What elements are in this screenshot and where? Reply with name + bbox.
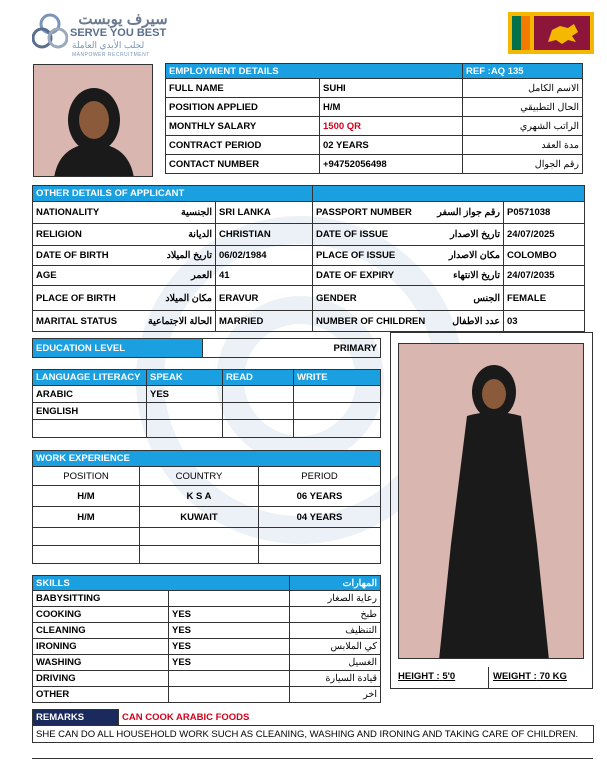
skill-name-ar: التنظيف — [290, 623, 381, 639]
work-period: 06 YEARS — [259, 486, 381, 507]
height-value: 5'0 — [442, 671, 456, 682]
skill-value: YES — [169, 655, 290, 671]
detail-label — [313, 286, 504, 311]
detail-label-ar: تاريخ الانتهاء — [453, 270, 500, 281]
detail-label-ar: الجنس — [473, 292, 500, 304]
detail-label — [313, 202, 504, 224]
work-country: KUWAIT — [140, 507, 259, 528]
work-experience-header: WORK EXPERIENCE — [33, 451, 381, 467]
work-position: H/M — [33, 507, 140, 528]
work-position — [33, 546, 140, 564]
detail-value: COLOMBO — [504, 246, 585, 266]
detail-value: 06/02/1984 — [216, 246, 313, 266]
table-row — [33, 420, 381, 438]
table-row — [33, 591, 381, 607]
table-row — [33, 246, 585, 266]
skill-name: OTHER — [33, 687, 169, 703]
language-name — [33, 420, 147, 438]
detail-value: CHRISTIAN — [216, 224, 313, 246]
detail-label — [33, 266, 216, 286]
speak-value: YES — [147, 386, 223, 403]
detail-label — [33, 286, 216, 311]
table-row — [33, 386, 381, 403]
monthly-salary-value: 1500 QR — [320, 117, 463, 136]
detail-label-en: PASSPORT NUMBER — [316, 207, 412, 218]
detail-value: FEMALE — [504, 286, 585, 311]
write-header: WRITE — [294, 370, 381, 386]
skill-name-ar: قيادة السيارة — [290, 671, 381, 687]
other-details-header: OTHER DETAILS OF APPLICANT — [33, 186, 313, 202]
write-value — [294, 386, 381, 403]
read-header: READ — [223, 370, 294, 386]
detail-label-en: PLACE OF BIRTH — [36, 292, 116, 304]
detail-label-en: RELIGION — [36, 229, 82, 240]
country-column-header: COUNTRY — [140, 467, 259, 486]
table-row — [33, 607, 381, 623]
table-row — [33, 286, 585, 311]
skill-value: YES — [169, 607, 290, 623]
reference-number: REF :AQ 135 — [463, 64, 583, 79]
contract-period-label-ar: مدة العقد — [463, 136, 583, 155]
skill-value: YES — [169, 639, 290, 655]
detail-value: 24/07/2025 — [504, 224, 585, 246]
full-name-label-ar: الاسم الكامل — [463, 79, 583, 98]
detail-value: 41 — [216, 266, 313, 286]
detail-value: 24/07/2035 — [504, 266, 585, 286]
work-country — [140, 528, 259, 546]
height-label: HEIGHT : — [398, 671, 440, 682]
detail-value: SRI LANKA — [216, 202, 313, 224]
table-row — [33, 546, 381, 564]
contract-period-label: CONTRACT PERIOD — [166, 136, 320, 155]
detail-label-en: PLACE OF ISSUE — [316, 250, 396, 261]
language-name: ARABIC — [33, 386, 147, 403]
table-row — [166, 117, 583, 136]
table-row — [33, 403, 381, 420]
detail-label-ar: الديانة — [188, 229, 212, 240]
contact-number-value: +94752056498 — [320, 155, 463, 174]
detail-label-ar: مكان الاصدار — [448, 250, 500, 261]
detail-label-ar: العمر — [191, 270, 212, 281]
write-value — [294, 420, 381, 438]
speak-value — [147, 403, 223, 420]
remarks-highlight: CAN COOK ARABIC FOODS — [119, 710, 594, 726]
measure-divider — [488, 667, 489, 689]
detail-label — [33, 311, 216, 332]
detail-label-en: MARITAL STATUS — [36, 315, 118, 327]
detail-value: P0571038 — [504, 202, 585, 224]
remarks-label: REMARKS — [33, 710, 119, 726]
detail-label-ar: عدد الاطفال — [452, 315, 500, 327]
height-measure — [398, 671, 455, 682]
table-row — [166, 98, 583, 117]
work-position — [33, 528, 140, 546]
skill-name: CLEANING — [33, 623, 169, 639]
detail-label-en: AGE — [36, 270, 57, 281]
detail-value: 03 — [504, 311, 585, 332]
speak-value — [147, 420, 223, 438]
detail-label-ar: الجنسية — [181, 207, 212, 218]
education-level-value: PRIMARY — [203, 339, 381, 358]
weight-label: WEIGHT : — [493, 671, 537, 682]
skill-name: WASHING — [33, 655, 169, 671]
skill-value — [169, 687, 290, 703]
detail-value: MARRIED — [216, 311, 313, 332]
table-row — [33, 671, 381, 687]
detail-label-en: DATE OF ISSUE — [316, 229, 389, 240]
skill-value — [169, 671, 290, 687]
skills-table — [32, 575, 381, 703]
contract-period-value: 02 YEARS — [320, 136, 463, 155]
table-row — [33, 486, 381, 507]
table-row — [33, 507, 381, 528]
applicant-full-body-photo — [398, 343, 584, 659]
table-row — [33, 266, 585, 286]
detail-label — [33, 246, 216, 266]
remarks-table — [32, 709, 594, 743]
detail-label-en: DATE OF EXPIRY — [316, 270, 395, 281]
table-row — [33, 623, 381, 639]
skill-name-ar: اخر — [290, 687, 381, 703]
skill-name-ar: كي الملابس — [290, 639, 381, 655]
table-row — [33, 528, 381, 546]
employment-header: EMPLOYMENT DETAILS — [166, 64, 463, 79]
skill-value — [169, 591, 290, 607]
sri-lanka-flag-icon — [508, 12, 594, 54]
work-country — [140, 546, 259, 564]
weight-measure — [493, 671, 567, 682]
read-value — [223, 386, 294, 403]
table-row — [33, 655, 381, 671]
detail-label — [33, 224, 216, 246]
contact-number-label-ar: رقم الجوال — [463, 155, 583, 174]
detail-label — [313, 266, 504, 286]
language-literacy-table — [32, 369, 381, 438]
monthly-salary-label-ar: الراتب الشهري — [463, 117, 583, 136]
detail-label-ar: مكان الميلاد — [165, 292, 212, 304]
education-table — [32, 338, 381, 358]
skill-name-ar: رعاية الصغار — [290, 591, 381, 607]
logo-arabic-tagline: لجلب الأيدي العاملة — [72, 40, 145, 50]
detail-label-ar: الحالة الاجتماعية — [148, 315, 212, 327]
detail-label — [313, 246, 504, 266]
skill-name: BABYSITTING — [33, 591, 169, 607]
table-row — [33, 687, 381, 703]
table-row — [33, 202, 585, 224]
weight-value: 70 KG — [539, 671, 567, 682]
skill-name: IRONING — [33, 639, 169, 655]
full-name-label: FULL NAME — [166, 79, 320, 98]
table-row — [33, 224, 585, 246]
employment-details-table — [165, 63, 583, 174]
detail-label — [313, 224, 504, 246]
read-value — [223, 403, 294, 420]
detail-label — [33, 202, 216, 224]
skill-name-ar: الغسيل — [290, 655, 381, 671]
logo-mark-icon — [32, 12, 68, 54]
skill-name: DRIVING — [33, 671, 169, 687]
work-period — [259, 546, 381, 564]
detail-label-ar: تاريخ الميلاد — [166, 250, 212, 261]
education-level-label: EDUCATION LEVEL — [33, 339, 203, 358]
position-applied-value: H/M — [320, 98, 463, 117]
work-position: H/M — [33, 486, 140, 507]
work-period — [259, 528, 381, 546]
detail-label-en: GENDER — [316, 292, 357, 304]
write-value — [294, 403, 381, 420]
read-value — [223, 420, 294, 438]
other-details-table — [32, 185, 585, 332]
skills-header: SKILLS — [33, 576, 290, 591]
bottom-border-line — [32, 758, 593, 759]
work-experience-table — [32, 450, 381, 564]
position-applied-label: POSITION APPLIED — [166, 98, 320, 117]
table-row — [33, 311, 585, 332]
table-row — [33, 639, 381, 655]
company-logo — [32, 10, 172, 60]
detail-label-ar: تاريخ الاصدار — [450, 229, 500, 240]
period-column-header: PERIOD — [259, 467, 381, 486]
logo-english-name: SERVE YOU BEST — [70, 27, 167, 39]
work-country: K S A — [140, 486, 259, 507]
language-header: LANGUAGE LITERACY — [33, 370, 147, 386]
skill-value: YES — [169, 623, 290, 639]
logo-arabic-name: سيرف يوبست — [78, 11, 168, 28]
table-row — [166, 79, 583, 98]
position-column-header: POSITION — [33, 467, 140, 486]
work-period: 04 YEARS — [259, 507, 381, 528]
contact-number-label: CONTACT NUMBER — [166, 155, 320, 174]
remarks-text: SHE CAN DO ALL HOUSEHOLD WORK SUCH AS CLEANING, WASHING AND IRONING AND TAKING CARE OF CHILDREN. — [33, 726, 594, 743]
skill-name-ar: طبخ — [290, 607, 381, 623]
skills-header-ar: المهارات — [290, 576, 381, 591]
logo-english-tagline: MANPOWER RECRUITMENT — [72, 52, 150, 58]
full-name-value: SUHI — [320, 79, 463, 98]
table-row — [166, 155, 583, 174]
table-row — [166, 136, 583, 155]
applicant-portrait-photo — [33, 64, 153, 177]
detail-label-ar: رقم جواز السفر — [437, 207, 500, 218]
monthly-salary-label: MONTHLY SALARY — [166, 117, 320, 136]
language-name: ENGLISH — [33, 403, 147, 420]
detail-label — [313, 311, 504, 332]
detail-value: ERAVUR — [216, 286, 313, 311]
speak-header: SPEAK — [147, 370, 223, 386]
skill-name: COOKING — [33, 607, 169, 623]
detail-label-en: NUMBER OF CHILDREN — [316, 315, 426, 327]
detail-label-en: NATIONALITY — [36, 207, 100, 218]
position-applied-label-ar: الحال التطبيقي — [463, 98, 583, 117]
detail-label-en: DATE OF BIRTH — [36, 250, 109, 261]
